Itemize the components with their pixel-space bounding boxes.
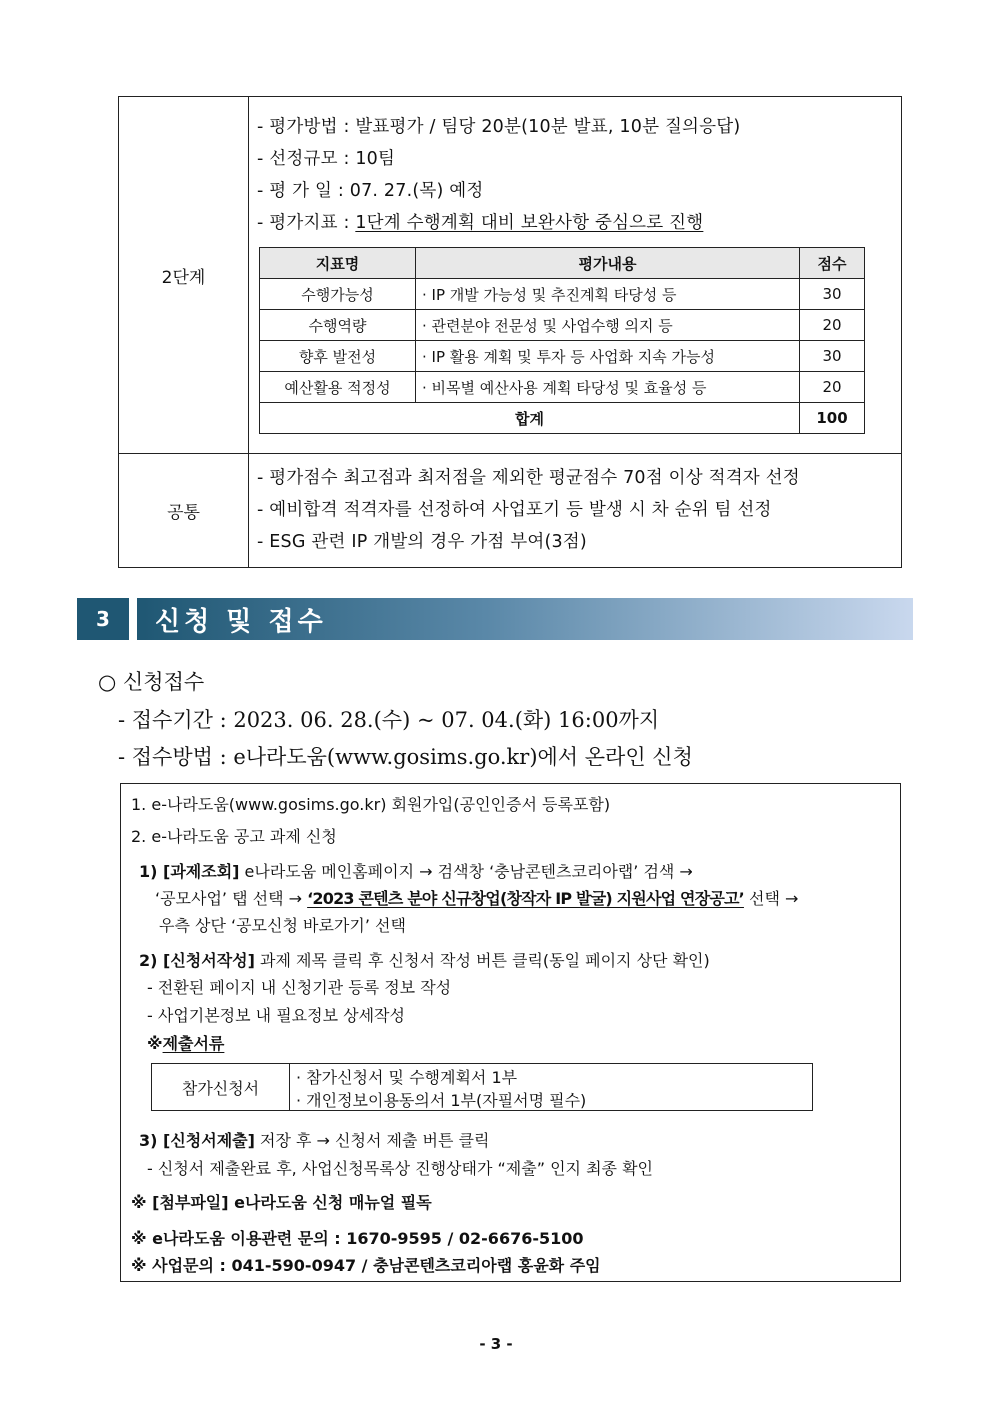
eval-criteria: - 평가지표 : 1단계 수행계획 대비 보완사항 중심으로 진행	[257, 213, 704, 233]
substep-3-detail: - 신청서 제출완료 후, 사업신청목록상 진행상태가 “제출” 인지 최종 확인	[147, 1159, 653, 1178]
eval-method: - 평가방법 : 발표평가 / 팀당 20분(10분 발표, 10분 질의응답)	[257, 117, 741, 137]
docs-item: · 참가신청서 및 수행계획서 1부	[296, 1068, 518, 1087]
step-signup: 1. e-나라도움(www.gosims.go.kr) 회원가입(공인인증서 등록포함)	[131, 795, 611, 814]
common-label: 공통	[119, 454, 249, 567]
total-row	[260, 403, 865, 434]
docs-item: · 개인정보이용동의서 1부(자필서명 필수)	[296, 1091, 587, 1110]
instruction-box	[120, 783, 901, 1282]
evaluation-table	[118, 96, 902, 568]
page-number: - 3 -	[479, 1335, 513, 1353]
table-row: 수행가능성 · IP 개발 가능성 및 추진계획 타당성 등 30	[260, 279, 865, 310]
stage2-label: 2단계	[119, 97, 249, 453]
stage2-content	[249, 97, 901, 453]
announcement-title: ‘2023 콘텐츠 분야 신규창업(창작자 IP 발굴) 지원사업 연장공고’	[307, 889, 744, 908]
apply-period: - 접수기간 : 2023. 06. 28.(수) ~ 07. 04.(화) 16:00까지	[118, 708, 660, 732]
substep-1: 1) [과제조회] e나라도움 메인홈페이지 → 검색창 ‘충남콘텐츠코리아랩’ 검색 →	[139, 862, 693, 881]
eval-criteria-underlined: 1단계 수행계획 대비 보완사항 중심으로 진행	[355, 213, 704, 233]
common-content: - 평가점수 최고점과 최저점을 제외한 평균점수 70점 이상 적격자 선정 - 예비합격 적격자를 선정하여 사업포기 등 발생 시 차 순위 팀 선정 - ESG 관련 IP 개발의 경우 가점 부여(3점)	[257, 468, 800, 552]
stage2-row	[119, 97, 901, 454]
apply-heading: ○ 신청접수	[98, 670, 205, 694]
note-manual: ※ [첨부파일] e나라도움 신청 매뉴얼 필독	[131, 1193, 432, 1212]
common-row	[119, 454, 901, 567]
apply-method: - 접수방법 : e나라도움(www.gosims.go.kr)에서 온라인 신청	[118, 745, 693, 769]
substep-2-detail-1: - 전환된 페이지 내 신청기관 등록 정보 작성	[147, 978, 452, 997]
table-row: 수행역량 · 관련분야 전문성 및 사업수행 의지 등 20	[260, 310, 865, 341]
substep-2: 2) [신청서작성] 과제 제목 클릭 후 신청서 작성 버튼 클릭(동일 페이지 상단 확인)	[139, 951, 710, 970]
docs-table	[151, 1063, 813, 1111]
section-number: 3	[77, 598, 129, 640]
substep-1-line3: 우측 상단 ‘공모신청 바로가기’ 선택	[159, 916, 406, 935]
substep-1-line2: ‘공모사업’ 탭 선택 → ‘2023 콘텐츠 분야 신규창업(창작자 IP 발굴) 지원사업 연장공고’ 선택 →	[155, 889, 799, 908]
note-business-contact: ※ 사업문의 : 041-590-0947 / 충남콘텐츠코리아랩 홍윤화 주임	[131, 1256, 601, 1275]
total-label: 합계	[260, 403, 800, 434]
docs-title: ※제출서류	[147, 1034, 225, 1053]
header-indicator: 지표명	[260, 248, 416, 279]
eval-date: - 평 가 일 : 07. 27.(목) 예정	[257, 181, 484, 201]
selection-scale: - 선정규모 : 10팀	[257, 149, 396, 169]
step-apply: 2. e-나라도움 공고 과제 신청	[131, 827, 337, 846]
substep-3: 3) [신청서제출] 저장 후 → 신청서 제출 버튼 클릭	[139, 1131, 490, 1150]
header-score: 점수	[800, 248, 865, 279]
total-value: 100	[800, 403, 865, 434]
score-table	[259, 247, 865, 434]
table-row: 예산활용 적정성 · 비목별 예산사용 계획 타당성 및 효율성 등 20	[260, 372, 865, 403]
table-row: 향후 발전성 · IP 활용 계획 및 투자 등 사업화 지속 가능성 30	[260, 341, 865, 372]
substep-2-detail-2: - 사업기본정보 내 필요정보 상세작성	[147, 1006, 405, 1025]
score-table-header	[260, 248, 865, 279]
section-title: 신청 및 접수	[137, 598, 913, 640]
docs-label: 참가신청서	[152, 1064, 290, 1110]
note-enaradoum-contact: ※ e나라도움 이용관련 문의 : 1670-9595 / 02-6676-5100	[131, 1229, 584, 1248]
header-content: 평가내용	[416, 248, 800, 279]
